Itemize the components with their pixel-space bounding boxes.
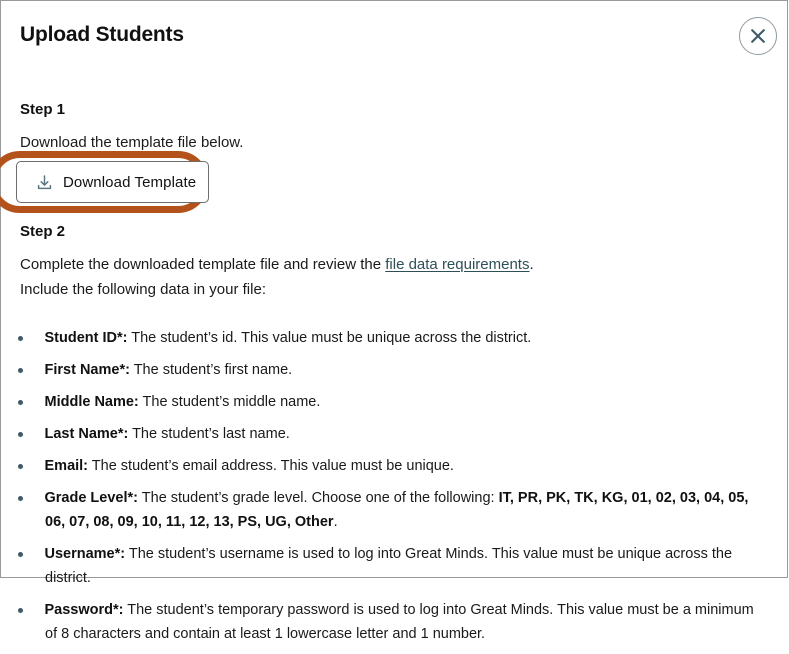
list-item-term: Last Name*: (44, 426, 129, 442)
bullet-icon (18, 552, 23, 557)
list-item (1, 422, 789, 446)
list-item (1, 598, 789, 646)
bullet-icon (18, 608, 23, 613)
list-item-term: Student ID*: (44, 330, 128, 346)
step-2-text-before-link: Complete the downloaded template file and review the (20, 256, 386, 273)
close-button[interactable] (739, 17, 777, 55)
list-item-description: The student’s temporary password is used to log into Great Minds. This value must be a minimum of 8 characters and contain at least 1 lowercase letter and 1 number. (45, 602, 754, 642)
list-item-grade-values: IT, PR, PK, TK, KG, 01, 02, 03, 04, 05, 06, 07, 08, 09, 10, 11, 12, 13, PS, UG, Other (45, 490, 749, 530)
list-item-description: The student’s id. This value must be unique across the district. (127, 330, 532, 346)
list-item-description: The student’s first name. (129, 362, 293, 378)
bullet-icon (18, 464, 23, 469)
step-1-text: Download the template file below. (20, 134, 244, 151)
list-item (1, 326, 789, 350)
step-2-heading: Step 2 (20, 223, 66, 240)
download-icon (36, 174, 53, 191)
list-item-term: First Name*: (44, 362, 130, 378)
bullet-icon (18, 368, 23, 373)
step-1-heading: Step 1 (20, 101, 66, 118)
bullet-icon (18, 496, 23, 501)
list-item-term: Grade Level*: (44, 490, 138, 506)
step-2-text-line2: Include the following data in your file: (20, 281, 266, 298)
list-item-description: The student’s last name. (128, 426, 290, 442)
requirements-list (1, 326, 789, 654)
download-template-label: Download Template (63, 173, 197, 191)
list-item (1, 542, 789, 590)
list-item (1, 454, 789, 478)
list-item-description: The student’s email address. This value must be unique. (88, 458, 454, 474)
bullet-icon (18, 400, 23, 405)
bullet-icon (18, 336, 23, 341)
page-title: Upload Students (20, 23, 184, 46)
list-item-term: Password*: (44, 602, 124, 618)
list-item-description: The student’s grade level. Choose one of the following: (138, 490, 499, 506)
bullet-icon (18, 432, 23, 437)
list-item (1, 486, 789, 534)
close-icon (749, 27, 767, 45)
file-data-requirements-link[interactable]: file data requirements (385, 256, 530, 273)
step-2-text (20, 254, 534, 275)
list-item (1, 358, 789, 382)
list-item-term: Email: (44, 458, 89, 474)
list-item-description: The student’s username is used to log into Great Minds. This value must be unique across the district. (45, 546, 733, 586)
list-item-term: Username*: (44, 546, 126, 562)
list-item-description: The student’s middle name. (138, 394, 321, 410)
list-item-description-tail: . (333, 514, 338, 530)
step-2-text-after-link: . (529, 256, 534, 273)
list-item-term: Middle Name: (44, 394, 139, 410)
download-template-button[interactable] (16, 161, 209, 203)
list-item (1, 390, 789, 414)
